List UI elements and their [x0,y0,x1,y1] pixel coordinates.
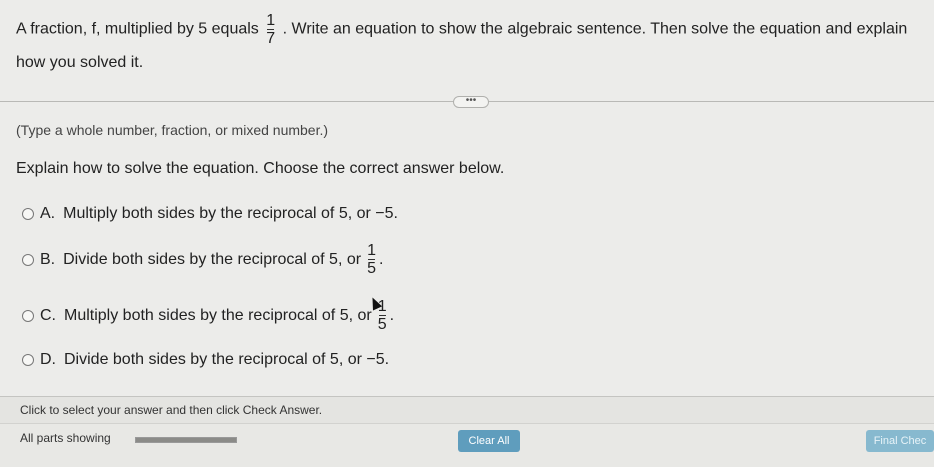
question-part2: . Write an equation to show the algebraic sentence. Then solve the equation and explain how you solved it. [16,20,908,71]
instruction-bar [0,396,934,423]
clear-all-button[interactable]: Clear All [458,430,520,452]
option-text: Multiply both sides by the reciprocal of 5, or −5. [63,205,398,222]
question-part1: A fraction, f, multiplied by 5 equals [16,20,259,38]
radio-icon[interactable] [22,208,34,220]
option-letter: D. [40,351,56,368]
progress-bar [135,437,237,443]
more-button[interactable]: ••• [453,96,489,108]
fraction-numerator: 1 [377,298,387,315]
option-letter: C. [40,306,56,324]
progress-fill [136,438,236,442]
fraction-denominator: 5 [367,260,376,277]
question-fraction [266,12,275,47]
option-tail: . [378,250,384,268]
option-a[interactable] [22,205,398,223]
bottom-toolbar [0,423,934,467]
fraction-denominator: 7 [266,30,276,47]
final-check-button[interactable]: Final Chec [866,430,934,452]
parts-status: All parts showing [20,431,111,445]
radio-icon[interactable] [22,310,34,322]
option-letter: A. [40,205,56,222]
fraction-denominator: 5 [377,316,387,333]
option-tail: . [389,306,395,324]
radio-icon[interactable] [22,354,34,366]
option-d[interactable] [22,351,389,369]
fraction-numerator: 1 [266,12,276,29]
footer-instruction: Click to select your answer and then click Check Answer. [20,403,323,417]
option-text: Divide both sides by the reciprocal of 5, or −5. [64,351,390,368]
fraction-numerator: 1 [367,242,376,259]
option-text: Multiply both sides by the reciprocal of 5, or [64,306,372,324]
answer-hint: (Type a whole number, fraction, or mixed number.) [16,122,329,138]
radio-icon[interactable] [22,254,34,266]
question-text [16,12,921,79]
option-text: Divide both sides by the reciprocal of 5, or [63,250,362,268]
option-c[interactable] [22,298,394,333]
option-b[interactable] [22,242,383,277]
instruction-text: Explain how to solve the equation. Choose the correct answer below. [16,160,505,177]
option-fraction [367,242,376,277]
option-letter: B. [40,250,56,268]
